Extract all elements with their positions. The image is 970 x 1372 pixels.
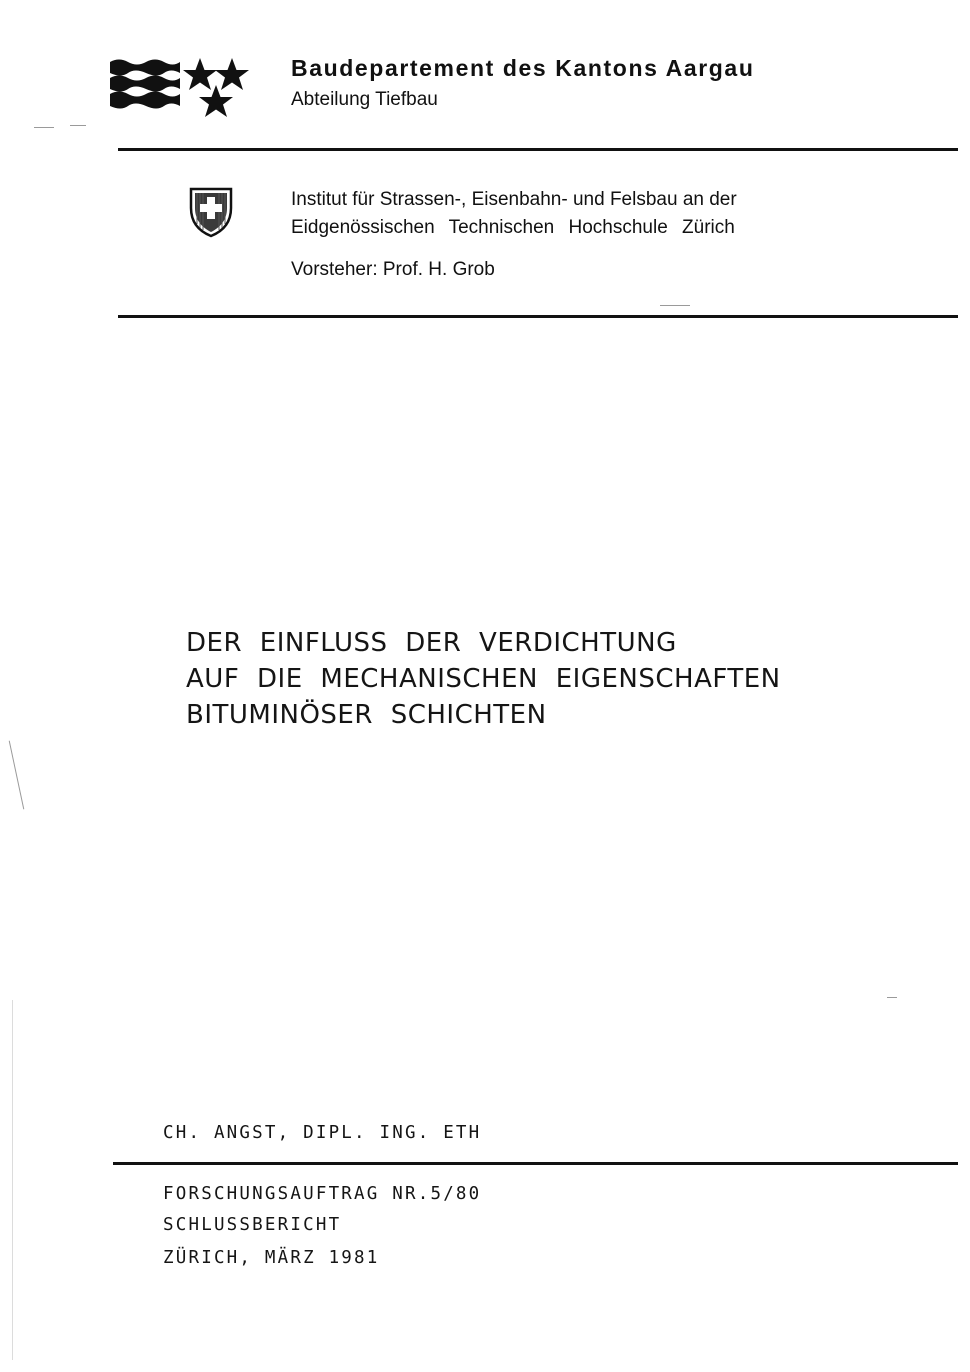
report-title-line-1: DER EINFLUSS DER VERDICHTUNG (186, 628, 677, 658)
aargau-coat-of-arms-icon (108, 54, 250, 118)
scan-mark (34, 127, 54, 128)
scan-mark (887, 997, 897, 998)
department-title: Baudepartement des Kantons Aargau (291, 55, 755, 81)
division-name: Abteilung Tiefbau (291, 89, 438, 110)
institute-name-line-2: Eidgenössischen Technischen Hochschule Zürich (291, 217, 735, 238)
research-contract-number: FORSCHUNGSAUFTRAG NR.5/80 (163, 1184, 482, 1204)
header-divider (118, 148, 958, 151)
scan-mark (660, 305, 690, 306)
scan-mark (12, 1000, 13, 1360)
institute-name-line-1: Institut für Strassen-, Eisenbahn- und Felsbau an der (291, 189, 737, 210)
footer-divider (113, 1162, 958, 1165)
institute-divider (118, 315, 958, 318)
report-title-line-3: BITUMINÖSER SCHICHTEN (186, 700, 547, 730)
scan-mark (9, 741, 25, 810)
scan-mark (70, 125, 86, 126)
author-line: CH. ANGST, DIPL. ING. ETH (163, 1123, 482, 1143)
place-and-date: ZÜRICH, MÄRZ 1981 (163, 1248, 380, 1268)
swiss-shield-icon (188, 186, 234, 238)
report-title-line-2: AUF DIE MECHANISCHEN EIGENSCHAFTEN (186, 664, 781, 694)
report-type: SCHLUSSBERICHT (163, 1215, 342, 1235)
institute-head: Vorsteher: Prof. H. Grob (291, 259, 495, 280)
